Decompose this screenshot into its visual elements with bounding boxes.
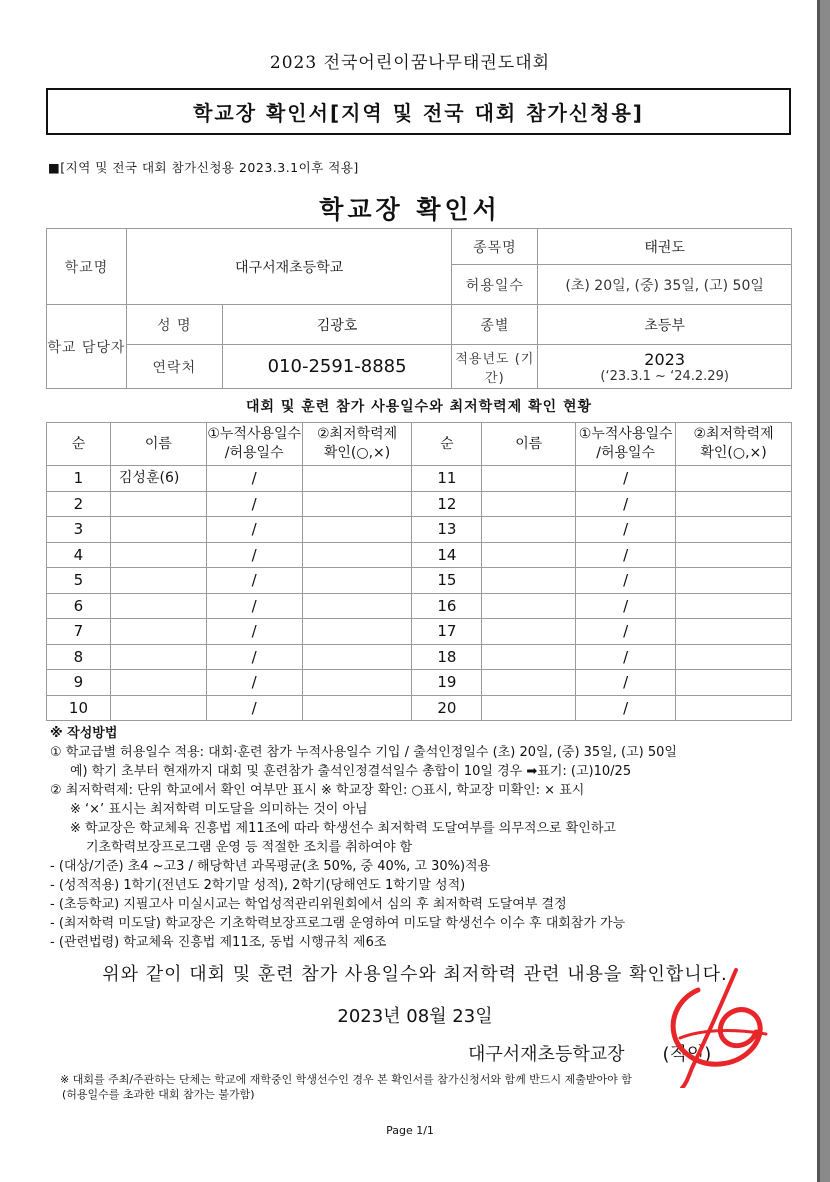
- name-label: 성 명: [126, 305, 222, 345]
- name-header: 이름: [482, 423, 576, 466]
- seq-cell: 13: [412, 517, 482, 543]
- days-cell: /: [576, 644, 676, 670]
- name-cell: [482, 619, 576, 645]
- allowed-days-label: 허용일수: [452, 265, 538, 305]
- footnote: [60, 1072, 810, 1102]
- days-cell: /: [576, 517, 676, 543]
- table-row: [47, 695, 792, 721]
- footnote-line-2: (허용일수를 초과한 대회 참가는 불가함): [62, 1088, 255, 1101]
- grade-header: ②최저학력제 확인(○,×): [302, 423, 412, 466]
- grade-cell: [676, 491, 792, 517]
- grade-cell: [302, 491, 412, 517]
- seq-cell: 10: [47, 695, 111, 721]
- grade-cell: [676, 517, 792, 543]
- section-title: 대회 및 훈련 참가 사용일수와 최저학력제 확인 현황: [245, 399, 593, 415]
- name-cell: [482, 593, 576, 619]
- roster-table: [46, 422, 792, 721]
- school-name-value: 대구서재초등학교: [126, 229, 452, 305]
- name-cell: [110, 542, 206, 568]
- year-cell: [538, 345, 792, 389]
- days-cell: /: [206, 542, 302, 568]
- signing-date: 2023년 08월 23일: [337, 1006, 493, 1027]
- days-cell: /: [206, 491, 302, 517]
- allowed-days-value: (초) 20일, (중) 35일, (고) 50일: [538, 265, 792, 305]
- grade-cell: [676, 593, 792, 619]
- seq-cell: 17: [412, 619, 482, 645]
- name-cell: [482, 517, 576, 543]
- name-cell: [110, 517, 206, 543]
- days-cell: /: [576, 466, 676, 492]
- year-period: (‘23.3.1 ~ ‘24.2.29): [600, 368, 729, 384]
- name-cell: [482, 491, 576, 517]
- days-cell: /: [206, 568, 302, 594]
- days-cell: /: [576, 542, 676, 568]
- days-cell: /: [576, 670, 676, 696]
- name-cell: [110, 670, 206, 696]
- event-title: 2023 전국어린이꿈나무태권도대회: [269, 53, 551, 73]
- days-cell: /: [576, 695, 676, 721]
- footnote-line-1: ※ 대회를 주최/주관하는 단체는 학교에 재학중인 학생선수인 경우 본 확인서를 참가신청서와 함께 반드시 제출받아야 함: [60, 1073, 632, 1086]
- name-cell: [110, 491, 206, 517]
- grade-cell: [676, 466, 792, 492]
- name-header: 이름: [110, 423, 206, 466]
- seq-cell: 18: [412, 644, 482, 670]
- sport-label: 종목명: [452, 229, 538, 265]
- days-cell: /: [576, 619, 676, 645]
- detail-3: - (초등학교) 지필고사 미실시교는 학업성적관리위원회에서 심의 후 최저학력 도달여부 결정: [50, 897, 567, 912]
- seq-cell: 5: [47, 568, 111, 594]
- grade-cell: [676, 695, 792, 721]
- grade-cell: [676, 644, 792, 670]
- name-cell: [482, 542, 576, 568]
- year-value: 2023: [644, 349, 685, 369]
- days-cell: /: [576, 491, 676, 517]
- grade-cell: [302, 644, 412, 670]
- category-label: 종별: [452, 305, 538, 345]
- instruction-4a: ※ 학교장은 학교체육 진흥법 제11조에 따라 학생선수 최저학력 도달여부를 의무적으로 확인하고: [70, 821, 616, 836]
- name-cell: [110, 619, 206, 645]
- name-cell: [482, 695, 576, 721]
- seq-cell: 1: [47, 466, 111, 492]
- application-notice: ■[지역 및 전국 대회 참가신청용 2023.3.1이후 적용]: [48, 160, 359, 175]
- seq-cell: 4: [47, 542, 111, 568]
- school-info-table: [46, 228, 792, 389]
- manager-label: 학교 담당자: [47, 305, 127, 389]
- grade-cell: [676, 542, 792, 568]
- table-row: [47, 593, 792, 619]
- grade-cell: [302, 619, 412, 645]
- table-row: [47, 491, 792, 517]
- detail-5: - (관련법령) 학교체육 진흥법 제11조, 동법 시행규칙 제6조: [50, 935, 387, 950]
- seq-cell: 19: [412, 670, 482, 696]
- table-row: [47, 568, 792, 594]
- seq-cell: 15: [412, 568, 482, 594]
- days-cell: /: [206, 466, 302, 492]
- grade-cell: [302, 568, 412, 594]
- main-title: 학교장 확인서[지역 및 전국 대회 참가신청용]: [46, 88, 791, 135]
- manager-name-value: 김광호: [222, 305, 452, 345]
- seq-cell: 8: [47, 644, 111, 670]
- table-row: [47, 644, 792, 670]
- name-cell: [110, 644, 206, 670]
- detail-4: - (최저학력 미도달) 학교장은 기초학력보장프로그램 운영하여 미도달 학생선수 이수 후 대회참가 가능: [50, 916, 626, 931]
- instructions: [50, 724, 810, 952]
- days-header: ①누적사용일수 /허용일수: [206, 423, 302, 466]
- seq-cell: 16: [412, 593, 482, 619]
- table-row: [47, 517, 792, 543]
- contact-label: 연락처: [126, 345, 222, 389]
- grade-cell: [302, 695, 412, 721]
- name-cell: 김성훈(6): [110, 466, 206, 492]
- seq-cell: 14: [412, 542, 482, 568]
- name-cell: [482, 644, 576, 670]
- instruction-4b: 기초학력보장프로그램 운영 등 적절한 조치를 취하여야 함: [86, 840, 413, 855]
- contact-value: 010-2591-8885: [222, 345, 452, 389]
- seq-cell: 11: [412, 466, 482, 492]
- seq-header: 순: [412, 423, 482, 466]
- table-row: [47, 466, 792, 492]
- signature-mark: [640, 968, 780, 1088]
- seq-cell: 3: [47, 517, 111, 543]
- sport-value: 태권도: [538, 229, 792, 265]
- form-title: 학교장 확인서: [319, 195, 501, 224]
- confirmation-statement: 위와 같이 대회 및 훈련 참가 사용일수와 최저학력 관련 내용을 확인합니다.: [102, 964, 728, 985]
- name-cell: [110, 593, 206, 619]
- roster-header-row: [47, 423, 792, 466]
- detail-1: - (대상/기준) 초4 ~고3 / 해당학년 과목평균(초 50%, 중 40%, 고 30%)적용: [50, 859, 491, 874]
- grade-cell: [302, 517, 412, 543]
- seq-cell: 12: [412, 491, 482, 517]
- arrow-right-icon: ➡: [526, 764, 538, 779]
- days-cell: /: [206, 517, 302, 543]
- grade-cell: [676, 619, 792, 645]
- days-cell: /: [206, 695, 302, 721]
- days-header: ①누적사용일수 /허용일수: [576, 423, 676, 466]
- seq-cell: 9: [47, 670, 111, 696]
- instructions-heading: ※ 작성방법: [50, 726, 118, 741]
- name-cell: [482, 466, 576, 492]
- category-value: 초등부: [538, 305, 792, 345]
- grade-header: ②최저학력제 확인(○,×): [676, 423, 792, 466]
- grade-cell: [676, 670, 792, 696]
- days-cell: /: [206, 619, 302, 645]
- name-cell: [110, 568, 206, 594]
- year-label: 적용년도 (기간): [452, 345, 538, 389]
- detail-2: - (성적적용) 1학기(전년도 2학기말 성적), 2학기(당해연도 1학기말 성적): [50, 878, 466, 893]
- days-cell: /: [206, 644, 302, 670]
- table-row: [47, 619, 792, 645]
- table-row: [47, 670, 792, 696]
- grade-cell: [302, 670, 412, 696]
- seq-cell: 20: [412, 695, 482, 721]
- seq-cell: 6: [47, 593, 111, 619]
- table-row: [47, 542, 792, 568]
- seq-cell: 2: [47, 491, 111, 517]
- name-cell: [482, 670, 576, 696]
- instruction-3: ※ ‘×’ 표시는 최저학력 미도달을 의미하는 것이 아님: [70, 802, 368, 817]
- seq-cell: 7: [47, 619, 111, 645]
- seal-text: (직인): [662, 1044, 712, 1065]
- days-cell: /: [576, 593, 676, 619]
- days-cell: /: [206, 670, 302, 696]
- instruction-1: ① 학교급별 허용일수 적용: 대회·훈련 참가 누적사용일수 기입 / 출석인정일수 (초) 20일, (중) 35일, (고) 50일: [50, 745, 677, 760]
- seq-header: 순: [47, 423, 111, 466]
- days-cell: /: [206, 593, 302, 619]
- school-label: 학교명: [47, 229, 127, 305]
- days-cell: /: [576, 568, 676, 594]
- grade-cell: [676, 568, 792, 594]
- name-cell: [482, 568, 576, 594]
- instruction-1-example: 예) 학기 초부터 현재까지 대회 및 훈련참가 출석인정결석일수 총합이 10일 경우 ➡표기: (고)10/25: [70, 764, 632, 779]
- grade-cell: [302, 542, 412, 568]
- principal-title: 대구서재초등학교장: [468, 1044, 625, 1065]
- name-cell: [110, 695, 206, 721]
- grade-cell: [302, 593, 412, 619]
- instruction-2: ② 최저학력제: 단위 학교에서 확인 여부만 표시 ※ 학교장 확인: ○표시, 학교장 미확인: × 표시: [50, 783, 585, 798]
- page-number: Page 1/1: [386, 1124, 434, 1137]
- grade-cell: [302, 466, 412, 492]
